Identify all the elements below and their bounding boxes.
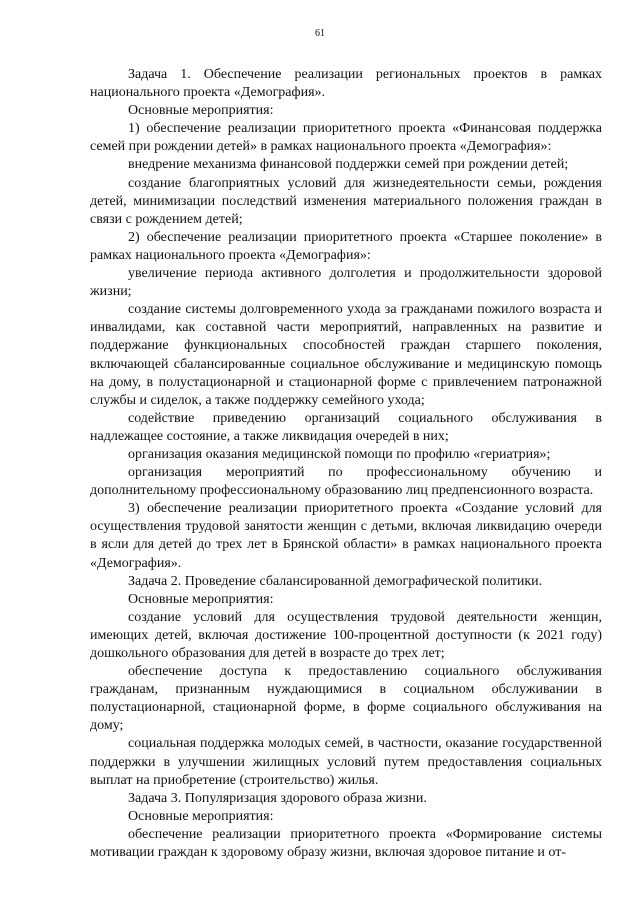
paragraph: увеличение периода активного долголетия и продолжительности здоровой жизни; xyxy=(90,266,602,300)
document-body xyxy=(90,66,602,862)
paragraph: содействие приведению организаций социального обслуживания в надлежащее состояние, а также ликвидация очередей в них; xyxy=(90,410,602,444)
paragraph: Задача 3. Популяризация здорового образа жизни. xyxy=(128,790,427,806)
paragraph: социальная поддержка молодых семей, в частности, оказание государственной поддержки в улучшении жилищных условий путем предоставления социальных выплат на приобретение (строительство) жилья. xyxy=(90,736,602,788)
paragraph: создание условий для осуществления трудовой деятельности женщин, имеющих детей, включая достижение 100-процентной доступности (к 2021 году) дошкольного образования для детей в возрасте до трех лет; xyxy=(90,609,602,661)
paragraph: Основные мероприятия: xyxy=(128,591,274,607)
page-number: 61 xyxy=(315,28,325,39)
paragraph: Основные мероприятия: xyxy=(128,103,274,119)
paragraph: 2) обеспечение реализации приоритетного проекта «Старшее поколение» в рамках национального проекта «Демография»: xyxy=(90,229,602,263)
paragraph: обеспечение доступа к предоставлению социального обслуживания гражданам, признанным нуждающимися в социальном обслуживании в полустационарной, стационарной форме, в форме социального обслуживания на дому; xyxy=(90,664,602,734)
paragraph: организация оказания медицинской помощи по профилю «гериатрия»; xyxy=(128,446,551,462)
paragraph: Основные мероприятия: xyxy=(128,808,274,824)
paragraph: Задача 2. Проведение сбалансированной демографической политики. xyxy=(128,573,543,589)
paragraph: обеспечение реализации приоритетного проекта «Формирование системы мотивации граждан к здоровому образу жизни, включая здоровое питание и от- xyxy=(90,826,602,861)
paragraph: организация мероприятий по профессиональному обучению и дополнительному профессиональному образованию лиц предпенсионного возраста. xyxy=(90,465,602,499)
paragraph: 3) обеспечение реализации приоритетного проекта «Создание условий для осуществления трудовой занятости женщин с детьми, включая ликвидацию очереди в ясли для детей до трех лет в Брянской области» в рамках национального проекта «Демография». xyxy=(90,501,602,571)
paragraph: внедрение механизма финансовой поддержки семей при рождении детей; xyxy=(128,157,569,173)
paragraph: создание благоприятных условий для жизнедеятельности семьи, рождения детей, минимизации последствий изменения материального положения граждан в связи с рождением детей; xyxy=(90,175,602,227)
paragraph: 1) обеспечение реализации приоритетного проекта «Финансовая поддержка семей при рождении детей» в рамках национального проекта «Демография»: xyxy=(90,121,602,155)
paragraph: Задача 1. Обеспечение реализации региональных проектов в рамках национального проекта «Демография». xyxy=(90,67,602,101)
paragraph: создание системы долговременного ухода за гражданами пожилого возраста и инвалидами, как составной части мероприятий, направленных на развитие и поддержание функциональных способностей граждан старшего поколения, включающей сбалансированные социальное обслуживание и медицинскую помощь на дому, в полустационарной и стационарной форме с привлечением патронажной службы и сиделок, а также поддержку семейного ухода; xyxy=(90,302,602,408)
